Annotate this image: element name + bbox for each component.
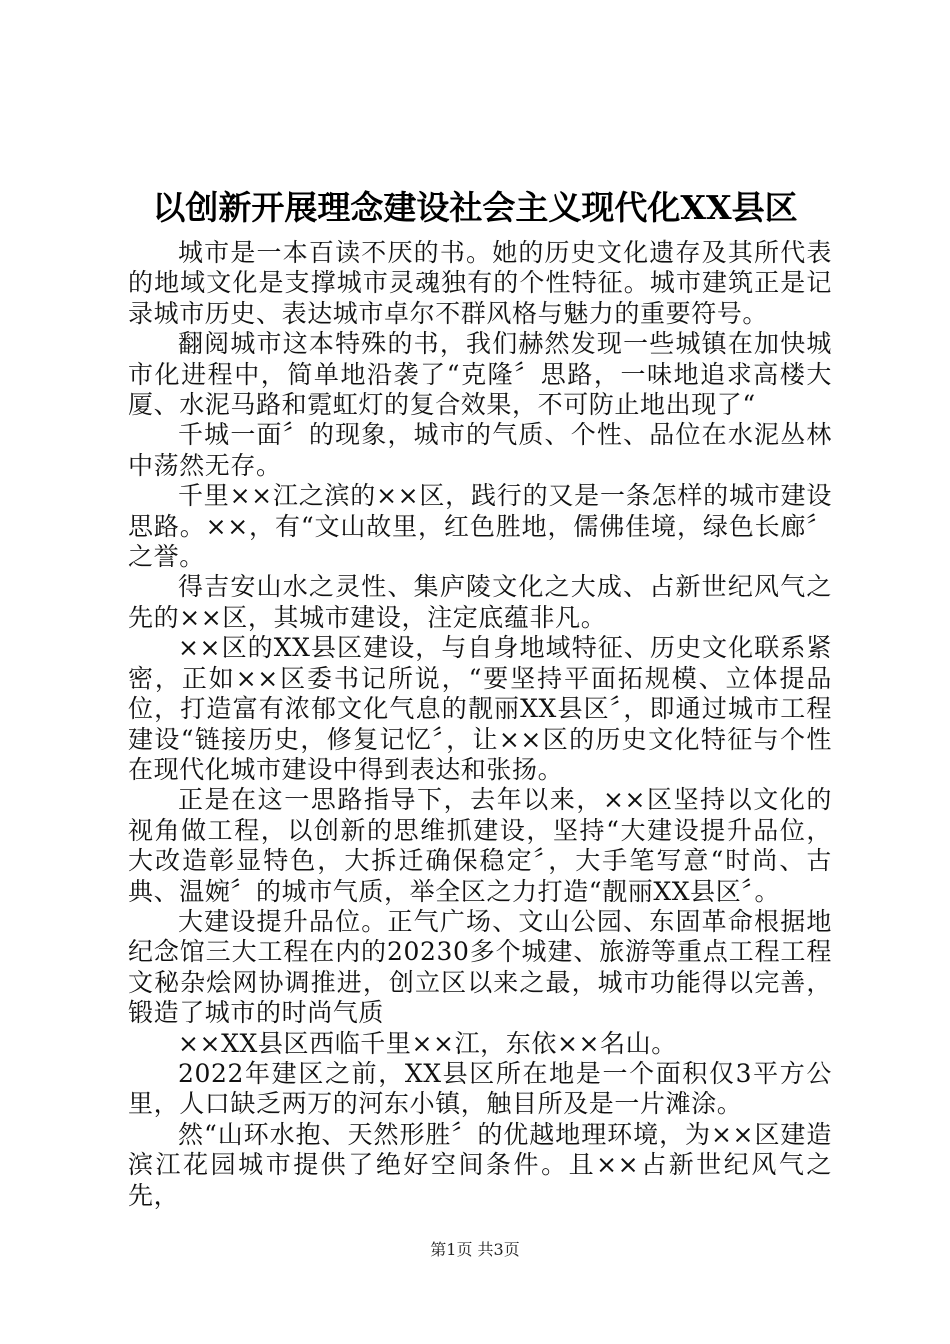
document-body: [128, 238, 832, 1211]
paragraph: 翻阅城市这本特殊的书，我们赫然发现一些城镇在加快城市化进程中，简单地沿袭了“克隆〞思路，一味地追求高楼大厦、水泥马路和霓虹灯的复合效果，不可防止地出现了“: [128, 329, 832, 420]
paragraph: 大建设提升品位。正气广场、文山公园、东固革命根据地纪念馆三大工程在内的20230多个城建、旅游等重点工程工程文秘杂烩网协调推进，创立区以来之最，城市功能得以完善，锻造了城市的时尚气质: [128, 906, 832, 1028]
page-footer: 第1页 共3页: [430, 1240, 520, 1259]
paragraph: 得吉安山水之灵性、集庐陵文化之大成、占新世纪风气之先的××区，其城市建设，注定底蕴非凡。: [128, 572, 832, 632]
paragraph: 城市是一本百读不厌的书。她的历史文化遗存及其所代表的地域文化是支撑城市灵魂独有的个性特征。城市建筑正是记录城市历史、表达城市卓尔不群风格与魅力的重要符号。: [128, 238, 832, 328]
paragraph: 然“山环水抱、天然形胜〞的优越地理环境，为××区建造滨江花园城市提供了绝好空间条件。且××占新世纪风气之先，: [128, 1119, 832, 1210]
paragraph: 千城一面〞的现象，城市的气质、个性、品位在水泥丛林中荡然无存。: [128, 420, 832, 480]
paragraph: ××XX县区西临千里××江，东依××名山。: [178, 1028, 677, 1058]
paragraph: 千里××江之滨的××区，践行的又是一条怎样的城市建设思路。××，有“文山故里，红色胜地，儒佛佳境，绿色长廊〞之誉。: [128, 481, 832, 572]
paragraph: ××区的XX县区建设，与自身地域特征、历史文化联系紧密，正如××区委书记所说，“要坚持平面拓规模、立体提品位，打造富有浓郁文化气息的靓丽XX县区〞，即通过城市工程建设“链接历史，修复记忆〞，让××区的历史文化特征与个性在现代化城市建设中得到表达和张扬。: [128, 633, 832, 784]
paragraph: 2022年建区之前，XX县区所在地是一个面积仅3平方公里，人口缺乏两万的河东小镇，触目所及是一片滩涂。: [128, 1058, 832, 1119]
document-title: 以创新开展理念建设社会主义现代化XX县区: [152, 188, 798, 227]
paragraph: 正是在这一思路指导下，去年以来，××区坚持以文化的视角做工程，以创新的思维抓建设，坚持“大建设提升品位，大改造彰显特色，大拆迁确保稳定〞，大手笔写意“时尚、古典、温婉〞的城市气质，举全区之力打造“靓丽XX县区〞。: [128, 785, 832, 906]
